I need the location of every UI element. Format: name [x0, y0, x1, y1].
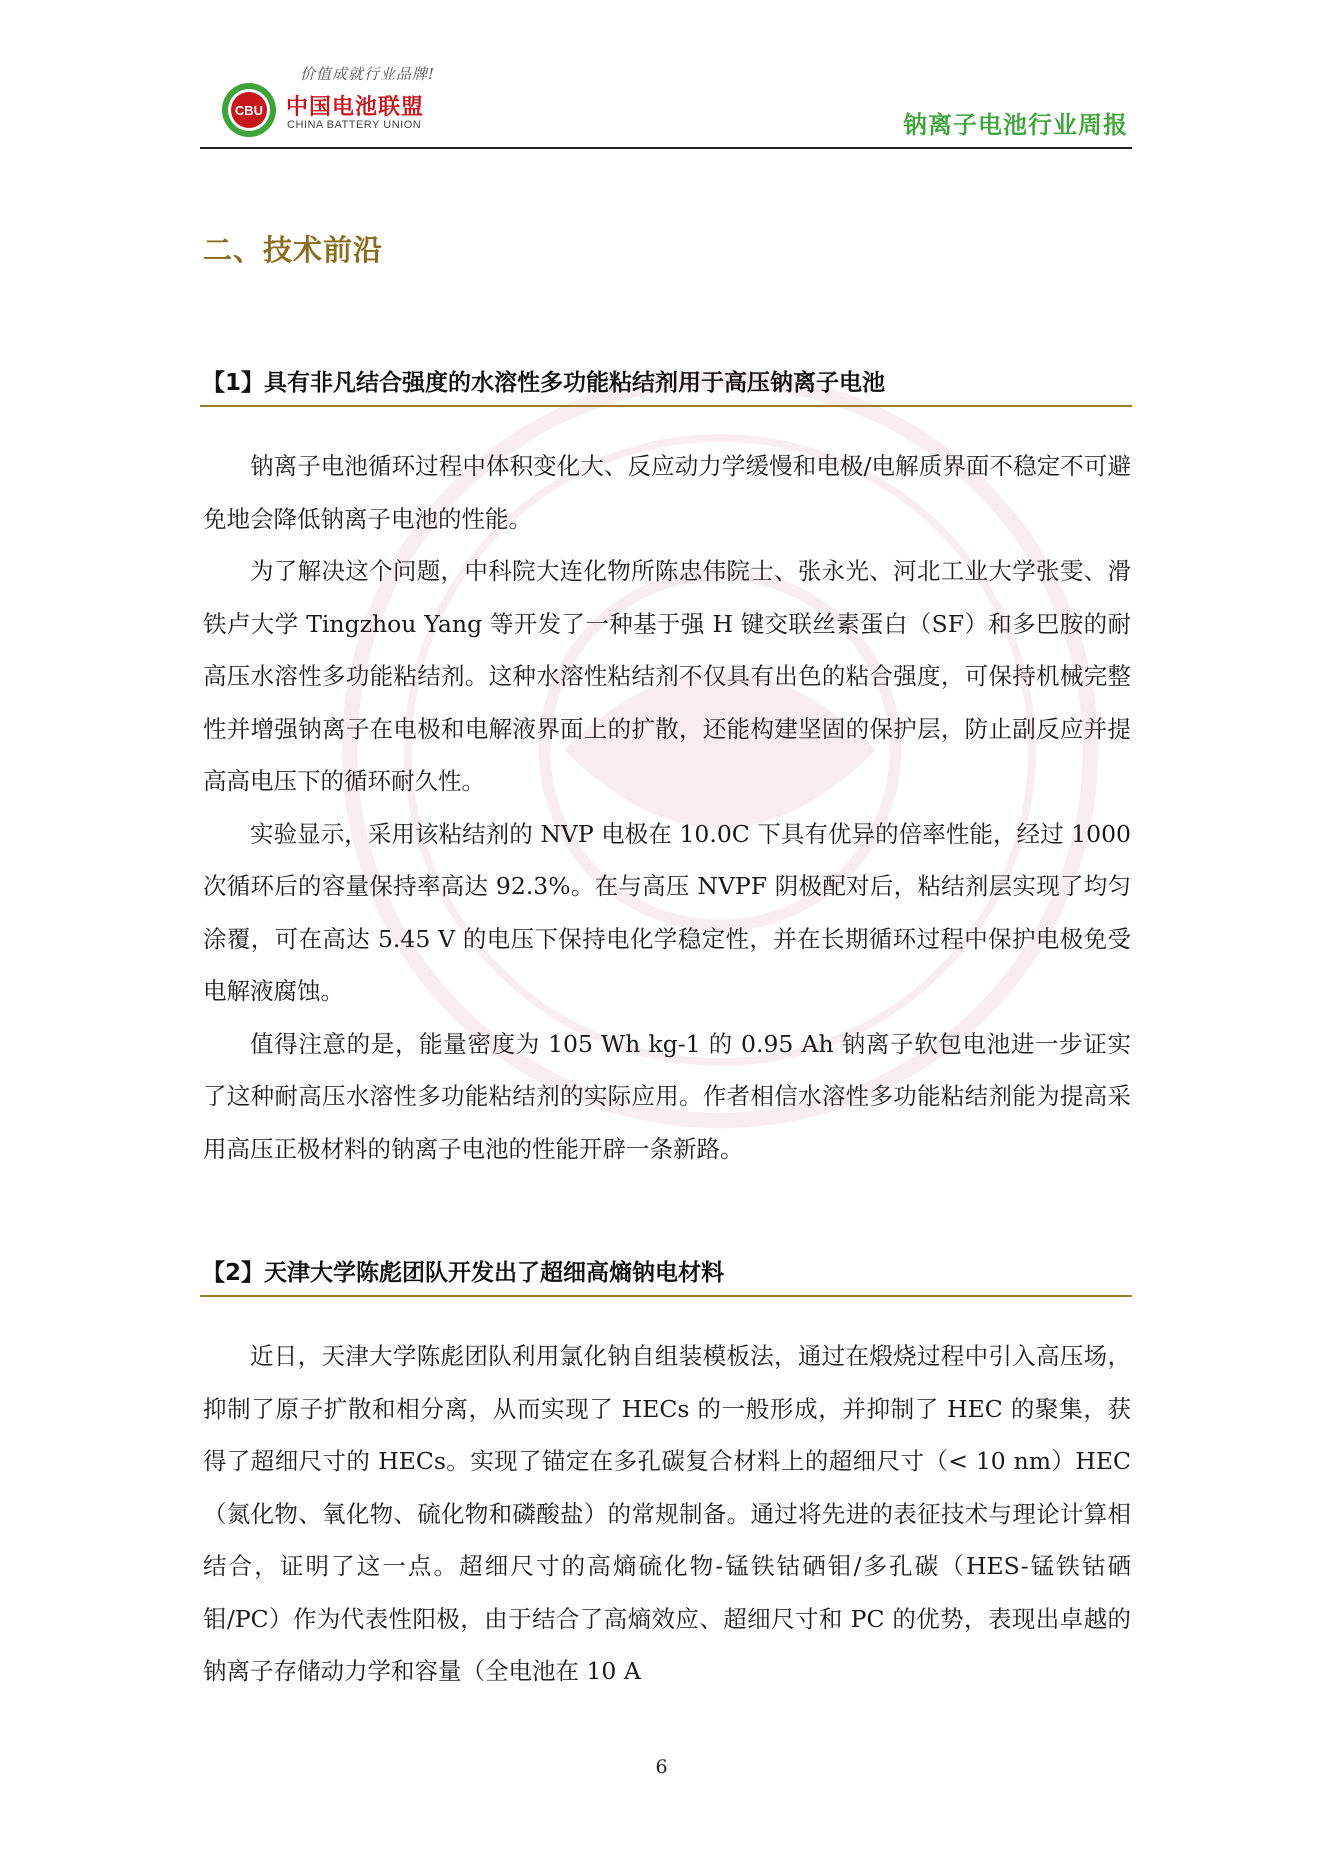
- article-title: [200, 1253, 1132, 1297]
- cbu-badge-text: CBU: [234, 103, 264, 118]
- paragraph: 近日，天津大学陈彪团队利用氯化钠自组装模板法，通过在煅烧过程中引入高压场，抑制了原子扩散和相分离，从而实现了 HECs 的一般形成，并抑制了 HEC 的聚集，获得了超细尺寸的 HECs。实现了锚定在多孔碳复合材料上的超细尺寸（< 10 nm）HEC（氮化物、氧化物、硫化物和磷酸盐）的常规制备。通过将先进的表征技术与理论计算相结合，证明了这一点。超细尺寸的高熵硫化物-锰铁钴硒钼/多孔碳（HES-锰铁钴硒钼/PC）作为代表性阳极，由于结合了高熵效应、超细尺寸和 PC 的优势，表现出卓越的钠离子存储动力学和容量（全电池在 10 A: [203, 1342, 1131, 1685]
- page-number: 6: [655, 1756, 668, 1778]
- article-title-text: 【2】天津大学陈彪团队开发出了超细高熵钠电材料: [202, 1260, 725, 1286]
- cbu-logo: [220, 63, 480, 143]
- paragraph: 为了解决这个问题，中科院大连化物所陈忠伟院士、张永光、河北工业大学张雯、滑铁卢大学 Tingzhou Yang 等开发了一种基于强 H 键交联丝素蛋白（SF）和多巴胺的耐高压水溶性多功能粘结剂。这种水溶性粘结剂不仅具有出色的粘合强度，可保持机械完整性并增强钠离子在电极和电解液界面上的扩散，还能构建坚固的保护层，防止副反应并提高高电压下的循环耐久性。: [203, 557, 1131, 795]
- paragraph: 实验显示，采用该粘结剂的 NVP 电极在 10.0C 下具有优异的倍率性能，经过 1000 次循环后的容量保持率高达 92.3%。在与高压 NVPF 阴极配对后，粘结剂层实现了均匀涂覆，可在高达 5.45 V 的电压下保持电化学稳定性，并在长期循环过程中保护电极免受电解液腐蚀。: [203, 819, 1131, 1005]
- section-heading: 二、技术前沿: [203, 233, 384, 267]
- logo-name-cn: 中国电池联盟: [286, 95, 425, 120]
- article-body: [203, 1330, 1131, 1698]
- page-header: [200, 55, 1132, 149]
- article-body: [203, 440, 1131, 1175]
- logo-tagline: 价值成就行业品牌!: [300, 65, 436, 83]
- paragraph: 钠离子电池循环过程中体积变化大、反应动力学缓慢和电极/电解质界面不稳定不可避免地会降低钠离子电池的性能。: [203, 452, 1131, 533]
- article-title-text: 【1】具有非凡结合强度的水溶性多功能粘结剂用于高压钠离子电池: [202, 370, 886, 396]
- paragraph: 值得注意的是，能量密度为 105 Wh kg-1 的 0.95 Ah 钠离子软包电池进一步证实了这种耐高压水溶性多功能粘结剂的实际应用。作者相信水溶性多功能粘结剂能为提高采用高压正极材料的钠离子电池的性能开辟一条新路。: [203, 1029, 1131, 1163]
- report-title: 钠离子电池行业周报: [903, 111, 1128, 139]
- logo-name-en: CHINA BATTERY UNION: [287, 119, 422, 131]
- article-title: [200, 363, 1132, 407]
- cbu-logo-icon: [220, 81, 278, 139]
